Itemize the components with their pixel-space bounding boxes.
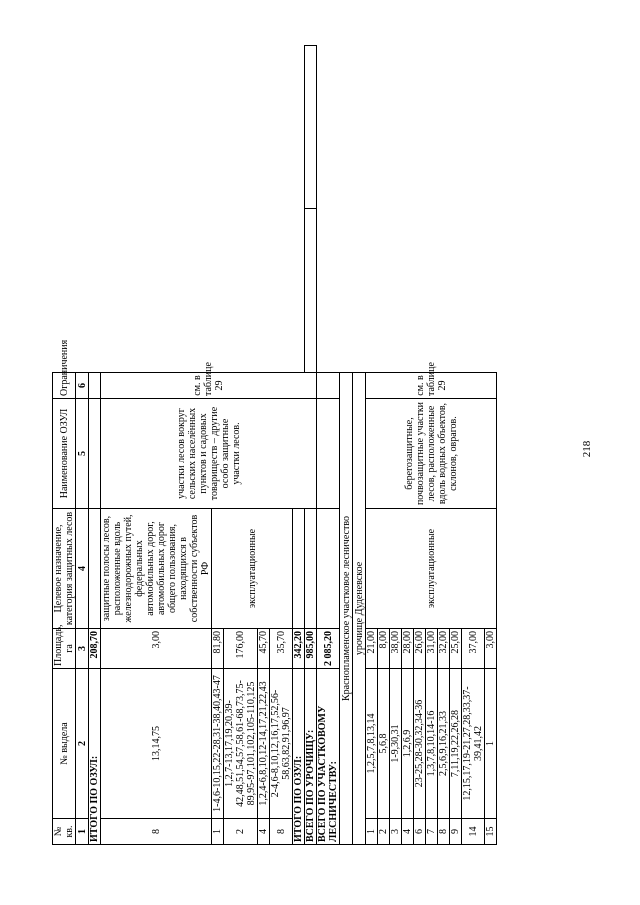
kv-cell: 4 [402, 819, 414, 845]
kv-cell: 1 [366, 819, 378, 845]
table-row [101, 46, 212, 845]
col-number: 4 [76, 509, 89, 629]
empty-cell [305, 209, 317, 373]
area-cell: 26,00 [414, 629, 426, 669]
col-header-ozul: Наименование ОЗУЛ [53, 399, 76, 509]
area-cell: 31,00 [426, 629, 438, 669]
kv-cell: 14 [462, 819, 485, 845]
area-cell: 45,70 [258, 629, 270, 669]
empty-cell [305, 509, 317, 629]
header-row [53, 46, 76, 845]
total-label: ВСЕГО ПО УЧАСТКОВОМУ ЛЕСНИЧЕСТВУ: [317, 669, 340, 845]
col-number: 1 [76, 819, 89, 845]
area-cell: 3,00 [101, 629, 212, 669]
tract-title: урочище Дуденевское [353, 373, 366, 845]
ozul-cell: берегозащитные, почвозащитные участки лесов, расположенные вдоль водных объектов, склонов, оврагов. [366, 399, 497, 509]
vydel-cell: 2-4,6-8,10,12,16,17,52,56-58,63,82,91,96,97 [270, 669, 293, 819]
area-cell: 28,00 [402, 629, 414, 669]
total-area: 342,20 [293, 629, 305, 669]
vydel-cell: 1,2,4-6,8,10,12-14,17,21,22,43 [258, 669, 270, 819]
kv-cell: 6 [414, 819, 426, 845]
col-header-vydel: № выдела [53, 669, 76, 819]
vydel-cell: 1,2,6,9 [402, 669, 414, 819]
total-row [317, 46, 340, 845]
vydel-cell: 1-4,6-10,15,22-28,31-38,40,43-47 [212, 669, 224, 819]
section-row [353, 46, 366, 845]
total-label: ВСЕГО ПО УРОЧИЩУ: [305, 669, 317, 845]
kv-cell: 1 [212, 819, 224, 845]
category-cell: эксплуатационные [212, 509, 293, 629]
page-number: 218 [581, 440, 593, 458]
section-row [340, 46, 353, 845]
category-cell: защитные полосы лесов, расположенные вдоль железнодорожных путей, федеральных автомобильных дорог, автомобильных дорог общего пользования, находящихся в собственности субъектов РФ [101, 509, 212, 629]
kv-cell: 2 [378, 819, 390, 845]
kv-cell: 8 [438, 819, 450, 845]
vydel-cell: 1,2,7-13,17,19,20,39-42,48,51,54,57,58,61-68,73,75-89,95-97,101,102,105-110,125 [224, 669, 258, 819]
col-header-restriction: Ограничения [53, 373, 76, 399]
col-number: 6 [76, 373, 89, 399]
col-header-category: Целевое назначение, категория защитных лесов [53, 509, 76, 629]
kv-cell: 4 [258, 819, 270, 845]
ozul-cell: участки лесов вокруг сельских населённых пунктов и садовых товариществ – другие особо защитные участки лесов. [101, 399, 317, 509]
vydel-cell: 12,15,17,19-21,27,28,33,37-39,41,42 [462, 669, 485, 819]
empty-cell [317, 399, 340, 509]
area-cell: 25,00 [450, 629, 462, 669]
ozul-table [52, 45, 497, 845]
vydel-cell: 23-25,28-30,32,34-36 [414, 669, 426, 819]
total-area: 2 085,20 [317, 629, 340, 669]
vydel-cell: 5,6,8 [378, 669, 390, 819]
area-cell: 81,80 [212, 629, 224, 669]
total-area: 208,70 [89, 629, 101, 669]
empty-cell [317, 373, 340, 399]
total-row [89, 46, 101, 845]
area-cell: 37,00 [462, 629, 485, 669]
col-number: 5 [76, 399, 89, 509]
kv-cell: 2 [224, 819, 258, 845]
vydel-cell: 1 [485, 669, 497, 819]
header-number-row [76, 46, 89, 845]
total-label: ИТОГО ПО ОЗУЛ: [89, 669, 101, 845]
forestry-title: Краснопламенское участковое лесничество [340, 373, 353, 845]
area-cell: 38,00 [390, 629, 402, 669]
empty-cell [305, 46, 317, 210]
col-header-area: Площадь, га [53, 629, 76, 669]
kv-cell: 3 [390, 819, 402, 845]
table-row [366, 46, 378, 845]
vydel-cell: 1,2,5,7,8,13,14 [366, 669, 378, 819]
col-number: 3 [76, 629, 89, 669]
empty-cell [317, 509, 340, 629]
area-cell: 3,00 [485, 629, 497, 669]
area-cell: 8,00 [378, 629, 390, 669]
rotated-table-container [52, 45, 524, 845]
total-area: 985,00 [305, 629, 317, 669]
col-number: 2 [76, 669, 89, 819]
empty-cell [293, 509, 305, 629]
col-header-kv: № кв. [53, 819, 76, 845]
area-cell: 32,00 [438, 629, 450, 669]
kv-cell: 7 [426, 819, 438, 845]
empty-cell [89, 399, 101, 509]
vydel-cell: 1-9,30,31 [390, 669, 402, 819]
vydel-cell: 7,11,19,22,26,28 [450, 669, 462, 819]
vydel-cell: 1,3,7,8,10,14-16 [426, 669, 438, 819]
restriction-cell: см. в таблице 29 [101, 373, 317, 399]
kv-cell: 9 [450, 819, 462, 845]
kv-cell: 8 [270, 819, 293, 845]
area-cell: 176,00 [224, 629, 258, 669]
vydel-cell: 2,5,6,9,16,21,33 [438, 669, 450, 819]
kv-cell: 15 [485, 819, 497, 845]
area-cell: 35,70 [270, 629, 293, 669]
vydel-cell: 13,14,75 [101, 669, 212, 819]
empty-cell [89, 373, 101, 399]
empty-cell [89, 509, 101, 629]
category-cell: эксплуатационные [366, 509, 497, 629]
area-cell: 21,00 [366, 629, 378, 669]
kv-cell: 8 [101, 819, 212, 845]
restriction-cell: см. в таблице 29 [366, 373, 497, 399]
total-label: ИТОГО ПО ОЗУЛ: [293, 669, 305, 845]
